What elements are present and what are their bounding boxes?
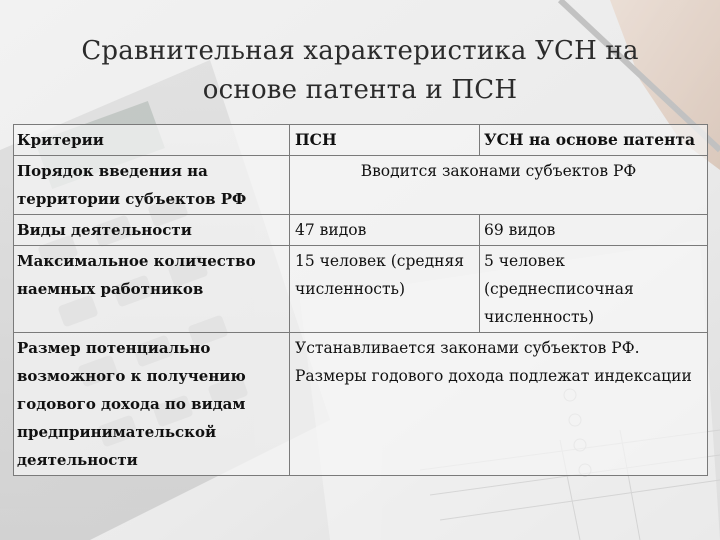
value-income-line-2: Размеры годового дохода подлежат индексации [295,367,692,385]
psn-employees: 15 человек (средняя численность) [290,246,480,333]
value-income [290,333,708,476]
table-row-employees [14,246,708,333]
table-header-row [14,125,708,156]
value-introduction: Вводится законами субъектов РФ [290,156,708,215]
value-income-line-1: Устанавливается законами субъектов РФ. [295,339,640,357]
header-usn: УСН на основе патента [480,125,708,156]
table-row-income [14,333,708,476]
criteria-employees: Максимальное количество наемных работников [14,246,290,333]
comparison-table-container [13,124,707,476]
usn-employees: 5 человек (среднесписочная численность) [480,246,708,333]
comparison-table [13,124,708,476]
usn-activities: 69 видов [480,215,708,246]
table-row-introduction [14,156,708,215]
psn-activities: 47 видов [290,215,480,246]
header-psn: ПСН [290,125,480,156]
page-title [0,32,720,110]
criteria-income: Размер потенциально возможного к получению годового дохода по видам предпринимательской деятельности [14,333,290,476]
criteria-activities: Виды деятельности [14,215,290,246]
title-line-1: Сравнительная характеристика УСН на [81,36,639,66]
table-row-activities [14,215,708,246]
title-line-2: основе патента и ПСН [202,75,518,105]
criteria-introduction: Порядок введения на территории субъектов РФ [14,156,290,215]
header-criteria: Критерии [14,125,290,156]
